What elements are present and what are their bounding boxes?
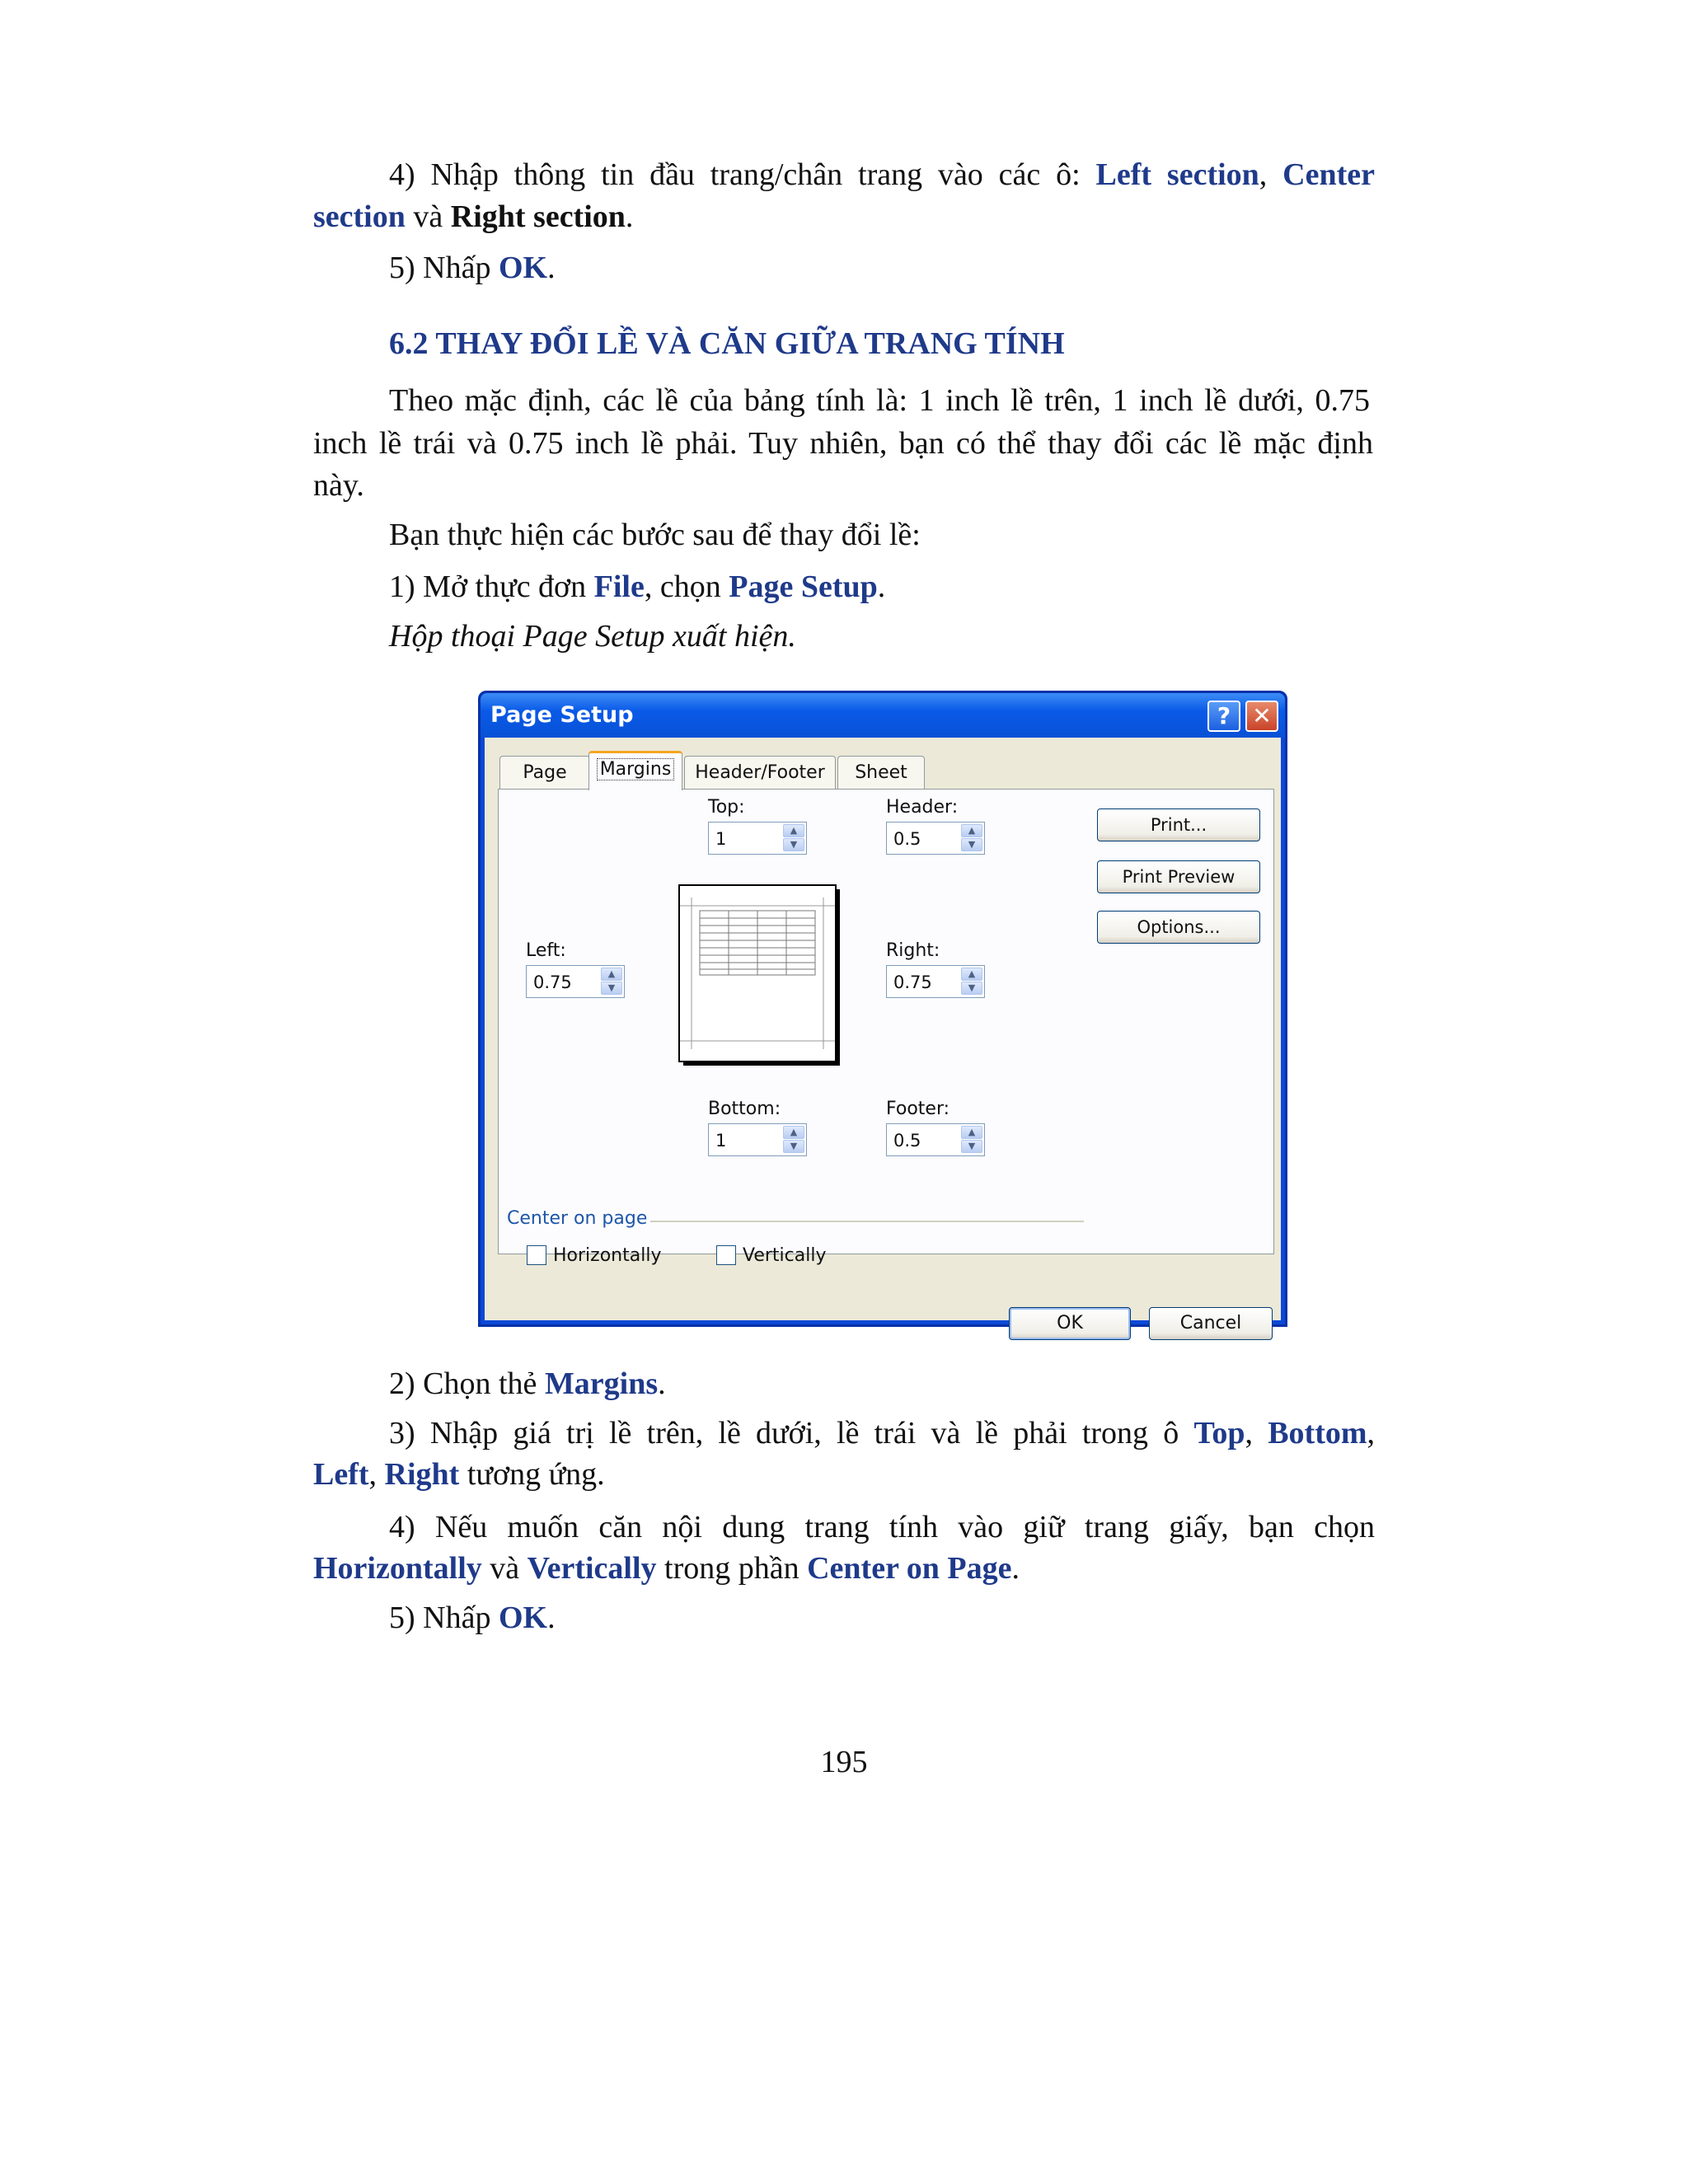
page-preview-icon — [678, 884, 843, 1067]
tab-page[interactable]: Page — [499, 756, 590, 789]
center-on-page-label: Center on page — [507, 1208, 648, 1229]
footer-value[interactable]: 0.5 — [893, 1131, 921, 1151]
step2-line: 2) Chọn thẻ Margins. — [389, 1366, 666, 1401]
spin-down-icon[interactable]: ▼ — [961, 982, 982, 995]
step3-line1: 3) Nhập giá trị lề trên, lề dưới, lề trái và lề phải trong ô Top, Bottom, — [389, 1416, 1375, 1451]
step1-line: 1) Mở thực đơn File, chọn Page Setup. — [389, 569, 886, 604]
bottom-value[interactable]: 1 — [715, 1131, 727, 1151]
left-spinner[interactable] — [526, 965, 625, 998]
step5b-line: 5) Nhấp OK. — [389, 1601, 556, 1635]
header-value[interactable]: 0.5 — [893, 829, 921, 849]
para1-line1: Theo mặc định, các lề của bảng tính là: 1 inch lề trên, 1 inch lề dưới, 0.75 — [389, 383, 1370, 418]
para1-line2: inch lề trái và 0.75 inch lề phải. Tuy nhiên, bạn có thể thay đổi các lề mặc định — [313, 426, 1373, 461]
left-value[interactable]: 0.75 — [533, 972, 572, 992]
right-value[interactable]: 0.75 — [893, 972, 932, 992]
vertically-label[interactable]: Vertically — [743, 1245, 827, 1266]
dialog-caption: Hộp thoại Page Setup xuất hiện. — [389, 619, 796, 654]
step4-line1: 4) Nhập thông tin đầu trang/chân trang vào các ô: Left section, Center — [389, 157, 1375, 192]
horizontally-checkbox[interactable] — [527, 1245, 546, 1265]
dialog-title-bar[interactable] — [481, 693, 1285, 738]
header-label: Header: — [886, 797, 959, 818]
tab-margins[interactable]: Margins — [588, 751, 682, 790]
page-number: 195 — [820, 1745, 868, 1779]
ok-button[interactable]: OK — [1009, 1307, 1131, 1340]
bottom-spinner[interactable] — [708, 1123, 807, 1156]
group-divider — [650, 1221, 1084, 1222]
para2-line: Bạn thực hiện các bước sau để thay đổi lề: — [389, 518, 921, 552]
top-value[interactable]: 1 — [715, 829, 727, 849]
footer-spinner[interactable] — [886, 1123, 985, 1156]
cancel-button[interactable]: Cancel — [1149, 1307, 1273, 1340]
page-setup-dialog — [478, 691, 1287, 1333]
step4-line2: section và Right section. — [313, 199, 634, 234]
top-spinner[interactable] — [708, 822, 807, 855]
spin-down-icon[interactable]: ▼ — [961, 838, 982, 851]
step4b-line1: 4) Nếu muốn căn nội dung trang tính vào giữ trang giấy, bạn chọn — [389, 1510, 1375, 1544]
tab-header-footer[interactable]: Header/Footer — [684, 756, 836, 789]
footer-label: Footer: — [886, 1099, 950, 1119]
para1-line3: này. — [313, 468, 364, 503]
section-heading: 6.2 THAY ĐỔI LỀ VÀ CĂN GIỮA TRANG TÍNH — [389, 326, 1065, 361]
right-spinner[interactable] — [886, 965, 985, 998]
dialog-title: Page Setup — [490, 702, 634, 728]
close-button[interactable]: ✕ — [1245, 701, 1278, 732]
left-label: Left: — [526, 940, 566, 961]
spin-up-icon[interactable]: ▲ — [961, 824, 982, 837]
bottom-label: Bottom: — [708, 1099, 781, 1119]
spin-up-icon[interactable]: ▲ — [783, 824, 804, 837]
spin-down-icon[interactable]: ▼ — [601, 982, 622, 995]
dialog-client-area — [485, 738, 1281, 1333]
horizontally-label[interactable]: Horizontally — [553, 1245, 662, 1266]
step5-line: 5) Nhấp OK. — [389, 251, 556, 285]
spin-down-icon[interactable]: ▼ — [961, 1140, 982, 1153]
margins-panel — [498, 789, 1274, 1266]
tab-sheet[interactable]: Sheet — [837, 756, 925, 789]
spin-up-icon[interactable]: ▲ — [783, 1126, 804, 1139]
options-button[interactable]: Options... — [1097, 911, 1260, 944]
right-label: Right: — [886, 940, 940, 961]
vertically-checkbox[interactable] — [716, 1245, 736, 1265]
step3-line2: Left, Right tương ứng. — [313, 1457, 605, 1492]
spin-up-icon[interactable]: ▲ — [961, 1126, 982, 1139]
spin-up-icon[interactable]: ▲ — [601, 968, 622, 981]
print-button[interactable]: Print... — [1097, 808, 1260, 841]
help-button[interactable]: ? — [1207, 701, 1240, 732]
step4b-line2: Horizontally và Vertically trong phần Center on Page. — [313, 1551, 1020, 1586]
spin-up-icon[interactable]: ▲ — [961, 968, 982, 981]
spin-down-icon[interactable]: ▼ — [783, 1140, 804, 1153]
print-preview-button[interactable]: Print Preview — [1097, 860, 1260, 893]
header-spinner[interactable] — [886, 822, 985, 855]
top-label: Top: — [708, 797, 745, 818]
spin-down-icon[interactable]: ▼ — [783, 838, 804, 851]
